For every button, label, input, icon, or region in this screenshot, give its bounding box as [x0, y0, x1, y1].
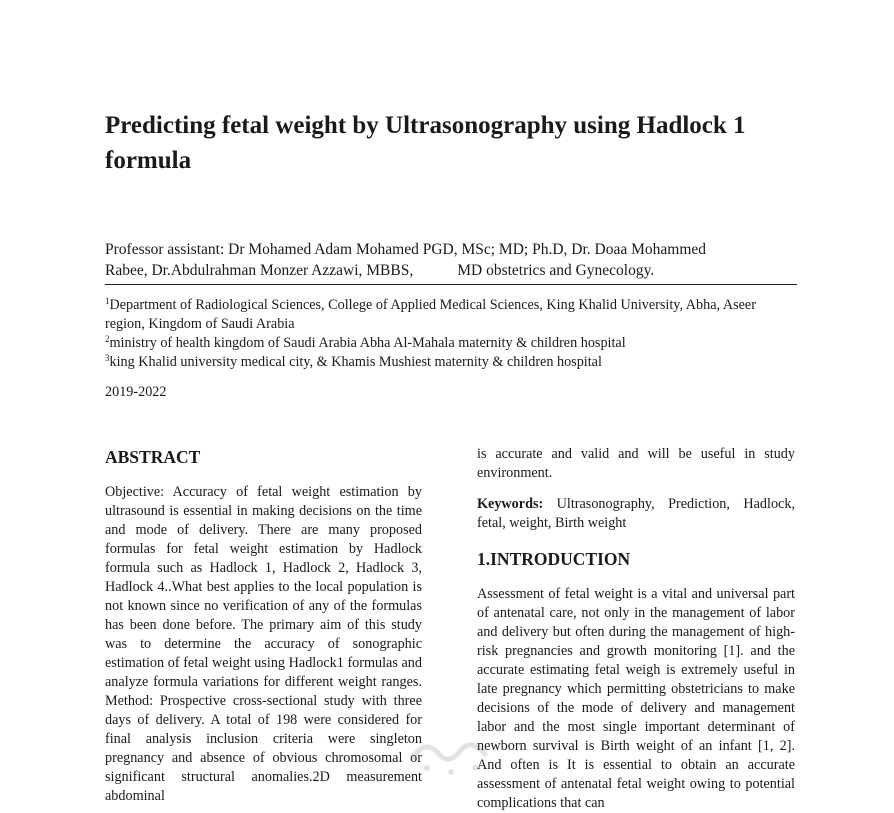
affiliation-text: king Khalid university medical city, & Khamis Mushiest maternity & children hospital — [109, 354, 602, 370]
keywords — [477, 495, 795, 533]
abstract-continuation: is accurate and valid and will be useful in study environment. — [477, 446, 795, 481]
authors-line-2a: Rabee, Dr.Abdulrahman Monzer Azzawi, MBBS, — [105, 262, 414, 279]
header-divider — [105, 284, 797, 285]
study-years: 2019-2022 — [105, 384, 167, 400]
affiliation-item — [105, 353, 795, 372]
left-column — [105, 445, 422, 806]
paper-title: Predicting fetal weight by Ultrasonography using Hadlock 1 formula — [105, 112, 746, 174]
keywords-text: Ultrasonography, Prediction, Hadlock, fetal, weight, Birth weight — [477, 496, 795, 531]
affiliation-text: ministry of health kingdom of Saudi Arabia Abha Al-Mahala maternity & children hospital — [109, 335, 626, 351]
affiliation-text: Department of Radiological Sciences, College of Applied Medical Sciences, King Khalid University, Abha, Aseer region, Kingdom of Saudi Arabia — [105, 297, 756, 332]
introduction-text: Assessment of fetal weight is a vital and universal part of antenatal care, not only in the management of labor and delivery but often during the management of high-risk pregnancies and growth monitoring [1]. and the accurate estimating fetal weigh is extremely useful in late pregnancy which permitting obstetricians to make decisions of the mode of delivery and management labor and the most single important determinant of newborn survival is Birth weight of an infant [1, 2]. And often is It is essential to obtain an accurate assessment of antenatal fetal weight owing to potential complications that can — [477, 586, 795, 811]
affiliation-number: 3 — [105, 353, 110, 363]
author-list — [105, 239, 795, 281]
affiliation-item — [105, 296, 795, 334]
keywords-label: Keywords: — [477, 496, 544, 512]
affiliation-item — [105, 334, 795, 353]
abstract-text: Objective: Accuracy of fetal weight estimation by ultrasound is essential in making decisions on the time and mode of delivery. There are many proposed formulas for fetal weight estimation by Hadlock formula such as Hadlock 1, Hadlock 2, Hadlock 3, Hadlock 4..What best applies to the local population is not known since no verification of any of the formulas has been done before. The primary aim of this study was to determine the accuracy of sonographic estimation of fetal weight using Hadlock1 formulas and analyze formula variations for different weight ranges. Method: Prospective cross-sectional study with three days of delivery. A total of 198 were considered for final analysis inclusion criteria were singleton pregnancy and absence of obvious chromosomal or significant structural anomalies.2D measurement abdominal — [105, 484, 422, 804]
right-column — [477, 445, 795, 813]
affiliation-list — [105, 296, 795, 372]
abstract-heading: ABSTRACT — [105, 447, 201, 467]
authors-line-2b: MD obstetrics and Gynecology. — [457, 262, 655, 279]
affiliation-number: 1 — [105, 296, 110, 306]
affiliation-number: 2 — [105, 334, 110, 344]
introduction-heading: 1.INTRODUCTION — [477, 549, 631, 569]
authors-line-1: Professor assistant: Dr Mohamed Adam Mohamed PGD, MSc; MD; Ph.D, Dr. Doaa Mohammed — [105, 241, 707, 258]
